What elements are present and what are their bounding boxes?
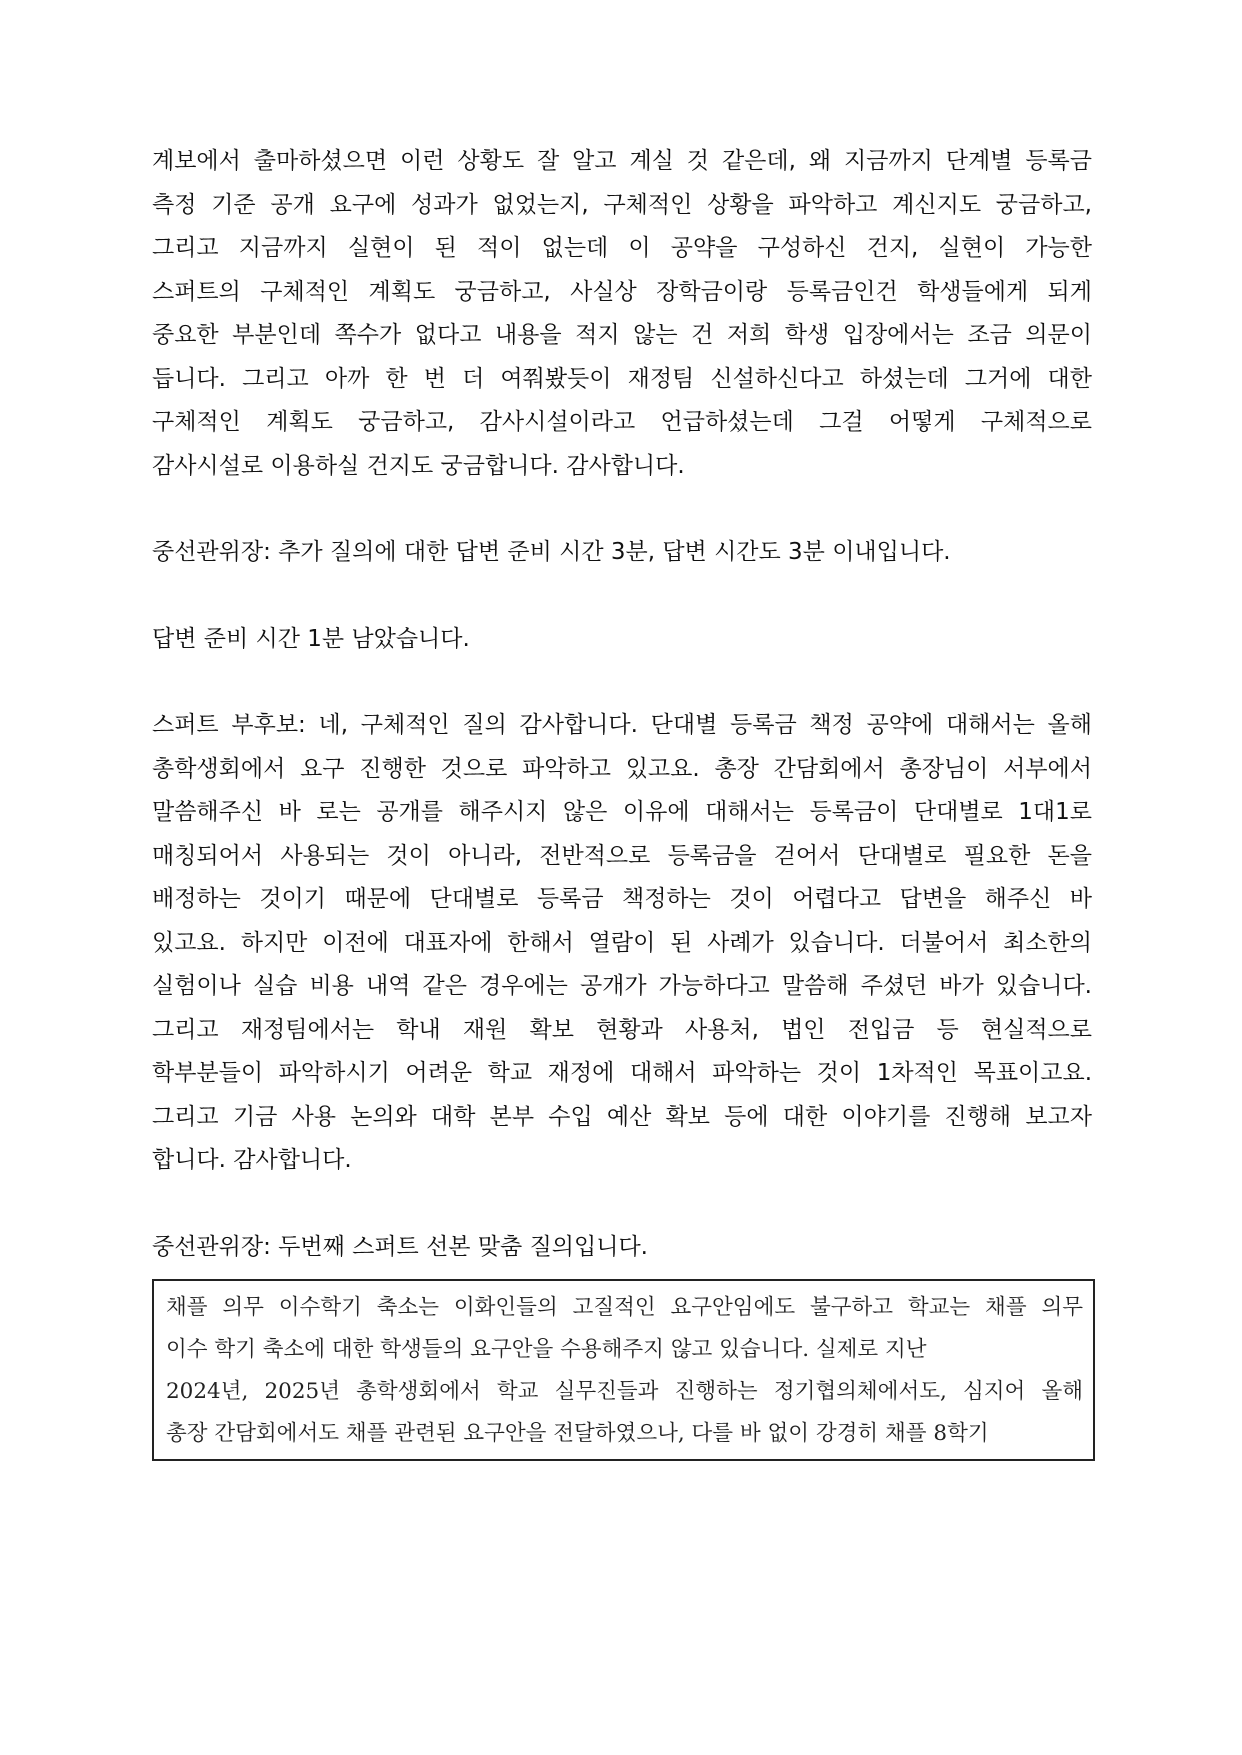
text-line: 2024년, 2025년 총학생회에서 학교 실무진들과 진행하는 정기협의체에서도, 심지어 올해: [166, 1379, 1083, 1404]
text-line: 그리고 기금 사용 논의와 대학 본부 수입 예산 확보 등에 대한 이야기를 진행해 보고자: [152, 1103, 1092, 1130]
answer-paragraph: [152, 704, 1092, 1183]
text-line: 중선관위장: 추가 질의에 대한 답변 준비 시간 3분, 답변 시간도 3분 이내입니다.: [152, 539, 951, 565]
text-line: 듭니다. 그리고 아까 한 번 더 여쭤봤듯이 재정팀 신설하신다고 하셨는데 그거에 대한: [152, 365, 1092, 392]
text-line: 학부분들이 파악하시기 어려운 학교 재정에 대해서 파악하는 것이 1차적인 목표이고요.: [152, 1060, 1092, 1086]
quoted-question-box: [152, 1279, 1095, 1461]
text-line: 있고요. 하지만 이전에 대표자에 한해서 열람이 된 사례가 있습니다. 더불어서 최소한의: [152, 929, 1092, 956]
text-line: 중요한 부분인데 쪽수가 없다고 내용을 적지 않는 건 저희 학생 입장에서는 조금 의문이: [152, 322, 1092, 348]
quoted-question-text: [166, 1287, 1083, 1455]
text-line: 매칭되어서 사용되는 것이 아니라, 전반적으로 등록금을 걷어서 단대별로 필요한 돈을: [152, 842, 1092, 869]
text-line: 배정하는 것이기 때문에 단대별로 등록금 책정하는 것이 어렵다고 답변을 해주신 바: [152, 886, 1092, 912]
text-line: 답변 준비 시간 1분 남았습니다.: [152, 625, 470, 652]
chair-announcement: [152, 531, 1092, 575]
text-line: 그리고 재정팀에서는 학내 재원 확보 현황과 사용처, 법인 전입금 등 현실적으로: [152, 1016, 1092, 1043]
text-line: 총학생회에서 요구 진행한 것으로 파악하고 있고요. 총장 간담회에서 총장님이 서부에서: [152, 755, 1092, 782]
text-line: 실험이나 실습 비용 내역 같은 경우에는 공개가 가능하다고 말씀해 주셨던 바가 있습니다.: [152, 973, 1092, 999]
text-line: 그리고 지금까지 실현이 된 적이 없는데 이 공약을 구성하신 건지, 실현이 가능한: [152, 235, 1092, 261]
text-line: 중선관위장: 두번째 스퍼트 선본 맞춤 질의입니다.: [152, 1233, 648, 1260]
text-line: 이수 학기 축소에 대한 학생들의 요구안을 수용해주지 않고 있습니다. 실제로 지난: [166, 1337, 927, 1362]
text-line: 감사시설로 이용하실 건지도 궁금합니다. 감사합니다.: [152, 452, 685, 479]
document-page: [152, 140, 1092, 1461]
text-line: 계보에서 출마하셨으면 이런 상황도 잘 알고 계실 것 같은데, 왜 지금까지 단계별 등록금: [152, 148, 1092, 174]
text-line: 스퍼트의 구체적인 계획도 궁금하고, 사실상 장학금이랑 등록금인건 학생들에게 되게: [152, 278, 1092, 305]
text-line: 합니다. 감사합니다.: [152, 1147, 352, 1173]
text-line: 채플 의무 이수학기 축소는 이화인들의 고질적인 요구안임에도 불구하고 학교는 채플 의무: [166, 1295, 1083, 1320]
chair-next-question: [152, 1226, 1092, 1270]
text-line: 스퍼트 부후보: 네, 구체적인 질의 감사합니다. 단대별 등록금 책정 공약에 대해서는 올해: [152, 712, 1092, 738]
text-line: 총장 간담회에서도 채플 관련된 요구안을 전달하였으나, 다를 바 없이 강경히 채플 8학기: [166, 1421, 989, 1446]
time-remaining-note: [152, 618, 1092, 662]
text-line: 구체적인 계획도 궁금하고, 감사시설이라고 언급하셨는데 그걸 어떻게 구체적으로: [152, 409, 1092, 435]
text-line: 말씀해주신 바 로는 공개를 해주시지 않은 이유에 대해서는 등록금이 단대별로 1대1로: [152, 799, 1092, 825]
text-line: 측정 기준 공개 요구에 성과가 없었는지, 구체적인 상황을 파악하고 계신지도 궁금하고,: [152, 191, 1092, 218]
question-paragraph: [152, 140, 1092, 488]
